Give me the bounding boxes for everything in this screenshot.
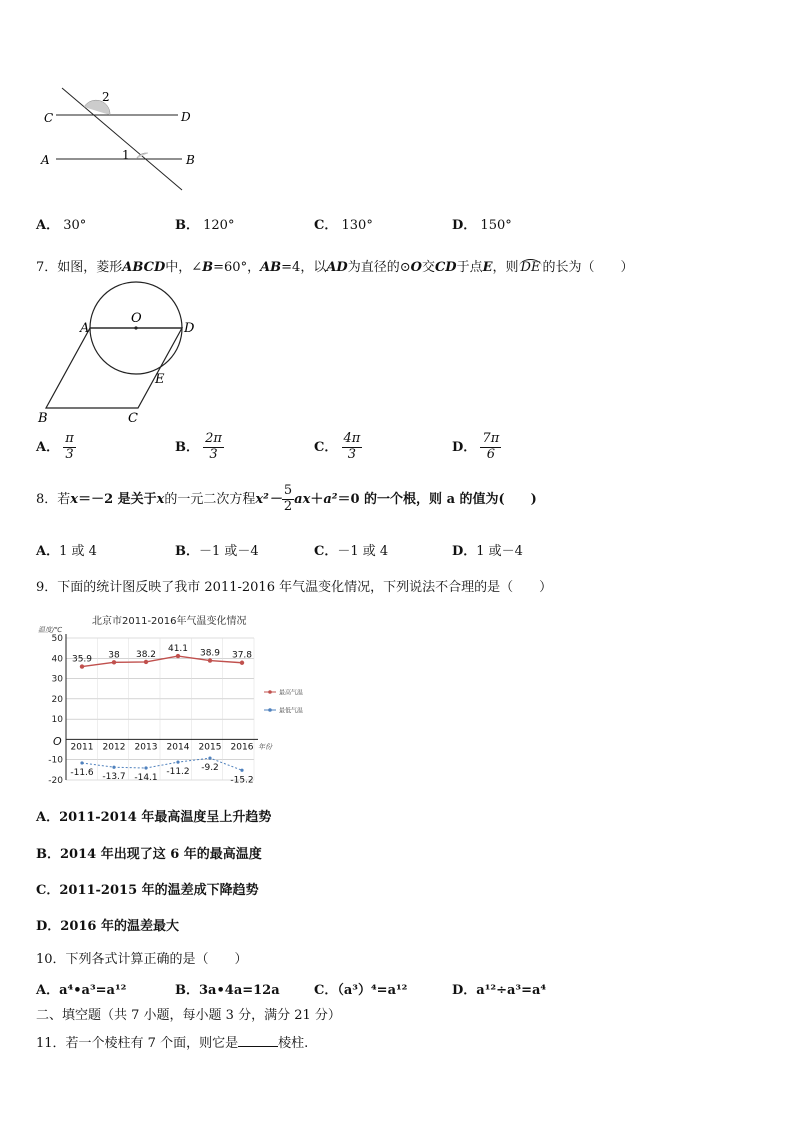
q7-option-a[interactable]: A． $\frac{\pi}{3}$: [36, 431, 74, 462]
data-label: -13.7: [102, 772, 126, 783]
data-point: [176, 761, 179, 764]
q10-option-b[interactable]: B．3a•4a=12a: [175, 983, 280, 998]
section-heading: 二、填空题（共 7 小题，每小题 3 分，满分 21 分）: [36, 1008, 341, 1023]
data-point: [208, 756, 211, 759]
y-tick-label: -20: [48, 776, 63, 786]
q7-text: 7．如图，菱形ABCD中，∠B=60°，AB=4，以AD为直径的⊙O交CD于点E，则 DE 的长为（ ）: [36, 260, 634, 275]
q10-option-d[interactable]: D．a¹²÷a³=a⁴: [452, 983, 547, 998]
data-label: -15.2: [230, 775, 254, 786]
data-point: [112, 766, 115, 769]
rhombus-circle-figure: [34, 282, 204, 428]
x-axis-label: 年份: [258, 743, 272, 751]
data-point: [112, 660, 116, 664]
origin-label: O: [53, 735, 62, 748]
q8-option-c[interactable]: C．－1 或 4: [314, 544, 389, 559]
q7-option-c[interactable]: C． $\frac{4\pi}{3}$: [314, 431, 361, 462]
data-label: -11.2: [166, 767, 190, 778]
data-point: [144, 766, 147, 769]
q8-text: 8．若x＝－2 是关于x的一元二次方程x²－ $\frac{5}{2}$ ax＋a²＝0 的一个根，则 a 的值为( ): [36, 483, 537, 514]
data-label: 37.8: [231, 650, 253, 661]
q8-option-b[interactable]: B．－1 或－4: [175, 544, 259, 559]
data-point: [80, 664, 84, 668]
data-point: [176, 654, 180, 658]
label-a: A: [41, 153, 50, 167]
x-tick-label: 2015: [198, 742, 222, 753]
legend-label: 最高气温: [279, 689, 304, 697]
q7-option-d[interactable]: D． $\frac{7\pi}{6}$: [452, 431, 500, 462]
q6-option-a[interactable]: A． 30°: [36, 218, 87, 233]
data-label: 38.2: [135, 649, 157, 660]
x-tick-label: 2011: [70, 742, 94, 753]
x-tick-label: 2012: [102, 742, 126, 753]
parallel-lines-figure: [36, 84, 206, 194]
q8-option-d[interactable]: D．1 或－4: [452, 544, 523, 559]
q11-text: 11．若一个棱柱有 7 个面，则它是 棱柱.: [36, 1036, 309, 1051]
label-d: D: [184, 321, 195, 336]
x-tick-label: 2016: [230, 742, 254, 753]
data-point: [80, 761, 83, 764]
label-o: O: [131, 311, 142, 326]
label-b: B: [186, 153, 195, 167]
y-tick-label: 30: [51, 674, 63, 685]
data-point: [144, 660, 148, 664]
legend-marker: [268, 690, 272, 694]
q6-option-c[interactable]: C． 130°: [314, 218, 373, 233]
data-point: [240, 661, 244, 665]
y-tick-label: 40: [51, 654, 63, 665]
legend-marker: [268, 708, 272, 712]
label-d: D: [181, 110, 191, 124]
data-label: 35.9: [71, 654, 93, 665]
x-tick-label: 2013: [134, 742, 158, 753]
temperature-line-chart: [36, 608, 304, 788]
data-label: -9.2: [201, 763, 219, 774]
data-label: -14.1: [134, 773, 158, 784]
q9-text: 9．下面的统计图反映了我市 2011-2016 年气温变化情况，下列说法不合理的是（ ）: [36, 580, 553, 595]
data-label: 38: [108, 650, 120, 661]
data-label: 38.9: [199, 648, 221, 659]
data-label: 41.1: [167, 644, 189, 655]
q6-option-b[interactable]: B． 120°: [175, 218, 235, 233]
label-c: C: [128, 411, 138, 426]
arc-de: DE: [520, 260, 541, 275]
label-a: A: [80, 321, 90, 336]
q8-option-a[interactable]: A．1 或 4: [36, 544, 97, 559]
q9-option-d[interactable]: D．2016 年的温差最大: [36, 919, 179, 934]
angle-1-label: 1: [122, 148, 130, 162]
data-label: -11.6: [70, 767, 94, 778]
label-b: B: [38, 411, 48, 426]
q10-option-c[interactable]: C．（a³）⁴=a¹²: [314, 983, 408, 998]
label-e: E: [155, 372, 165, 387]
angle-2-label: 2: [102, 90, 110, 104]
chart-title: 北京市2011-2016年气温变化情况: [92, 616, 247, 627]
x-tick-label: 2014: [166, 742, 190, 753]
y-axis-label: 温度/℃: [38, 626, 63, 634]
y-tick-label: 50: [51, 634, 63, 644]
q7-option-b[interactable]: B． $\frac{2\pi}{3}$: [175, 431, 222, 462]
q10-text: 10．下列各式计算正确的是（ ）: [36, 952, 248, 967]
y-tick-label: -10: [48, 755, 63, 766]
legend-label: 最低气温: [279, 707, 304, 715]
data-point: [208, 658, 212, 662]
q10-option-a[interactable]: A．a⁴•a³=a¹²: [36, 983, 127, 998]
q11-blank[interactable]: [238, 1046, 278, 1047]
q9-option-a[interactable]: A．2011-2014 年最高温度呈上升趋势: [36, 810, 272, 825]
y-tick-label: 10: [51, 715, 63, 726]
q6-option-d[interactable]: D． 150°: [452, 218, 512, 233]
q9-option-c[interactable]: C．2011-2015 年的温差成下降趋势: [36, 883, 259, 898]
y-tick-label: 20: [51, 694, 63, 705]
q9-option-b[interactable]: B．2014 年出现了这 6 年的最高温度: [36, 847, 262, 862]
label-c: C: [44, 111, 54, 125]
data-point: [240, 769, 243, 772]
